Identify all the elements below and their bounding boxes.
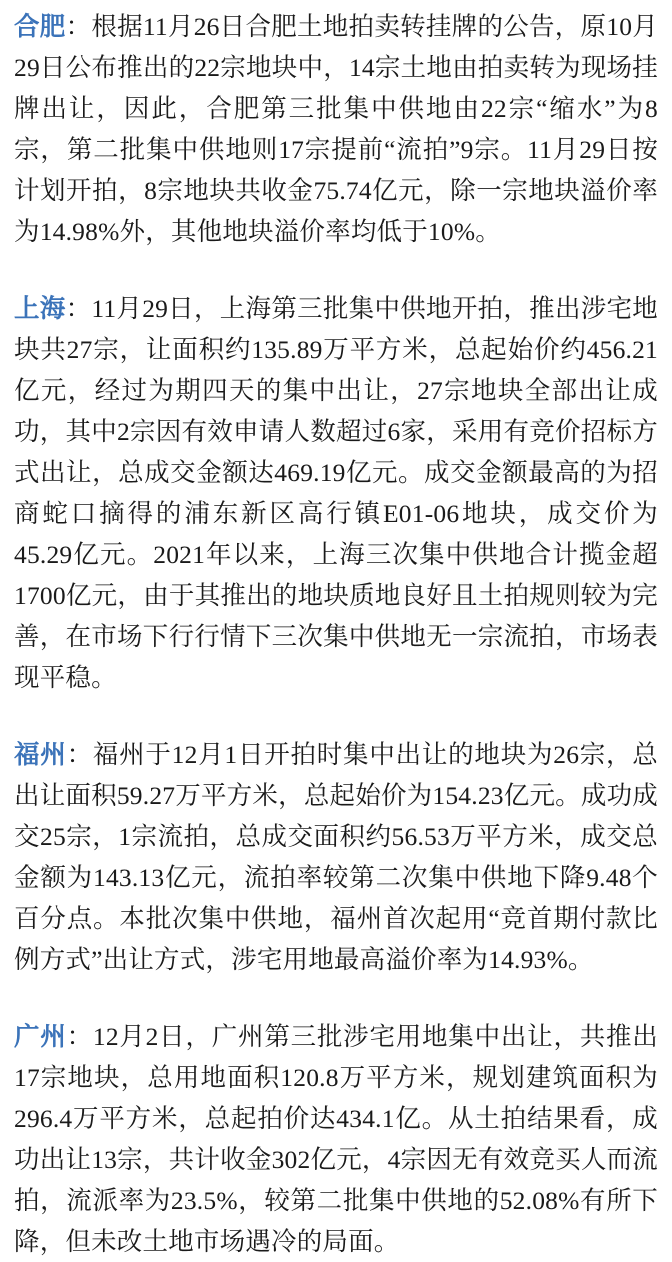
city-separator-shanghai: ：: [65, 294, 92, 323]
paragraph-text-hefei: 根据11月26日合肥土地拍卖转挂牌的公告，原10月29日公布推出的22宗地块中，14宗土地由拍卖转为现场挂牌出让，因此，合肥第三批集中供地由22宗“缩水”为8宗，第二批集中供地则17宗提前“流拍”9宗。11月29日按计划开拍，8宗地块共收金75.74亿元，除一宗地块溢价率为14.98%外，其他地块溢价率均低于10%。: [14, 12, 658, 246]
city-separator-fuzhou: ：: [66, 740, 93, 769]
paragraph-fuzhou: [14, 734, 658, 980]
paragraph-hefei: [14, 6, 658, 252]
paragraph-text-fuzhou: 福州于12月1日开拍时集中出让的地块为26宗，总出让面积59.27万平方米，总起始价为154.23亿元。成功成交25宗，1宗流拍，总成交面积约56.53万平方米，成交总金额为143.13亿元，流拍率较第二次集中供地下降9.48个百分点。本批次集中供地，福州首次起用“竞首期付款比例方式”出让方式，涉宅用地最高溢价率为14.93%。: [14, 740, 658, 974]
paragraph-text-shanghai: 11月29日，上海第三批集中供地开拍，推出涉宅地块共27宗，让面积约135.89万平方米，总起始价约456.21亿元，经过为期四天的集中出让，27宗地块全部出让成功，其中2宗因有效申请人数超过6家，采用有竞价招标方式出让，总成交金额达469.19亿元。成交金额最高的为招商蛇口摘得的浦东新区高行镇E01-06地块，成交价为45.29亿元。2021年以来，上海三次集中供地合计揽金超1700亿元，由于其推出的地块质地良好且土拍规则较为完善，在市场下行行情下三次集中供地无一宗流拍，市场表现平稳。: [14, 294, 659, 692]
paragraph-guangzhou: [14, 1016, 658, 1262]
city-label-guangzhou: 广州: [14, 1022, 67, 1051]
city-label-fuzhou: 福州: [14, 740, 67, 769]
paragraph-shanghai: [14, 288, 658, 698]
city-separator-guangzhou: ：: [66, 1022, 93, 1051]
city-separator-hefei: ：: [65, 12, 92, 41]
city-label-hefei: 合肥: [14, 12, 66, 41]
paragraph-text-guangzhou: 12月2日，广州第三批涉宅用地集中出让，共推出17宗地块，总用地面积120.8万平方米，规划建筑面积为296.4万平方米，总起拍价达434.1亿。从土拍结果看，成功出让13宗，共计收金302亿元，4宗因无有效竞买人而流拍，流派率为23.5%，较第二批集中供地的52.08%有所下降，但未改土地市场遇冷的局面。: [14, 1022, 659, 1256]
city-label-shanghai: 上海: [14, 294, 66, 323]
